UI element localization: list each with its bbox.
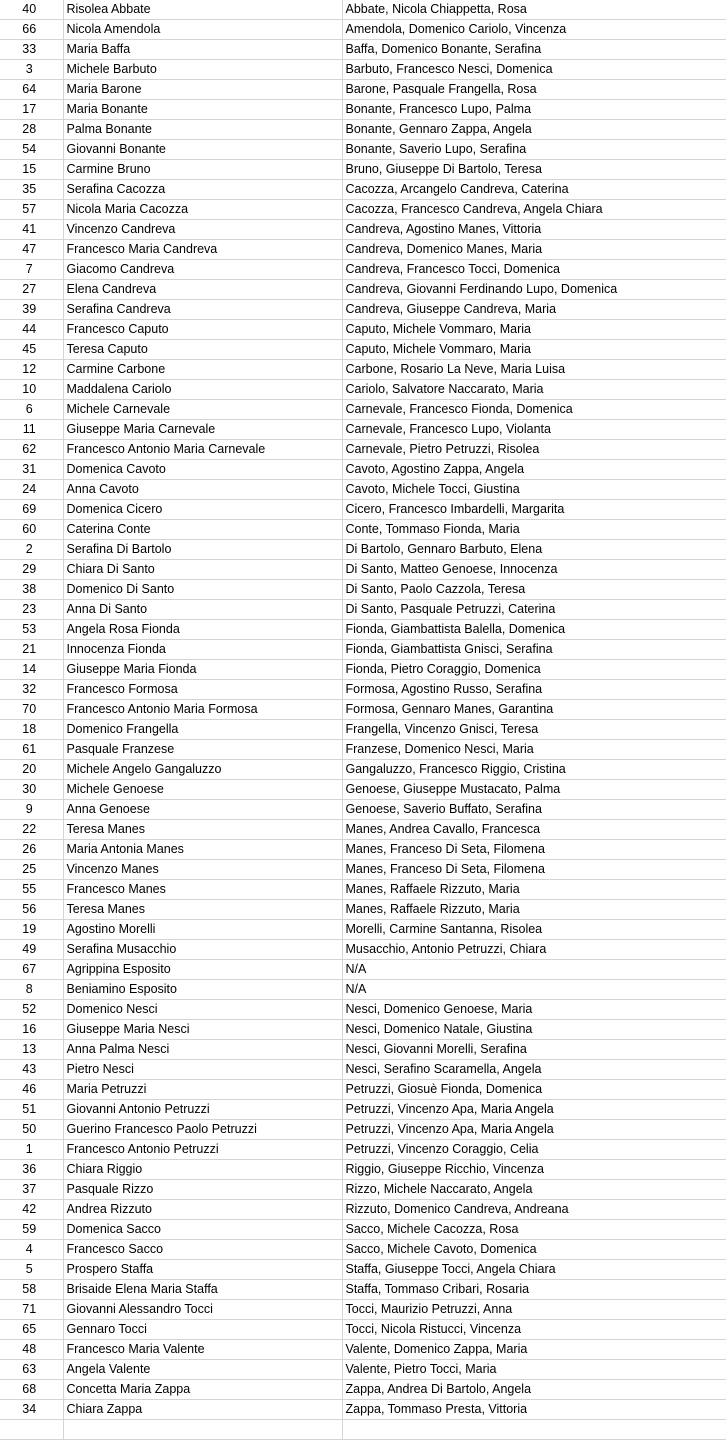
cell-id[interactable]: 61	[0, 740, 63, 760]
cell-name[interactable]: Gennaro Tocci	[63, 1320, 342, 1340]
cell-name[interactable]: Francesco Maria Candreva	[63, 240, 342, 260]
cell-parents[interactable]: Frangella, Vincenzo Gnisci, Teresa	[342, 720, 726, 740]
cell-name[interactable]: Maria Antonia Manes	[63, 840, 342, 860]
table-row	[0, 780, 726, 800]
cell-name[interactable]: Pietro Nesci	[63, 1060, 342, 1080]
cell-parents[interactable]	[342, 1420, 726, 1440]
table-row	[0, 600, 726, 620]
cell-id[interactable]: 71	[0, 1300, 63, 1320]
cell-parents[interactable]: Formosa, Gennaro Manes, Garantina	[342, 700, 726, 720]
cell-parents[interactable]: N/A	[342, 980, 726, 1000]
cell-id[interactable]: 22	[0, 820, 63, 840]
cell-name[interactable]: Prospero Staffa	[63, 1260, 342, 1280]
cell-name[interactable]: Carmine Carbone	[63, 360, 342, 380]
cell-parents[interactable]: Manes, Franceso Di Seta, Filomena	[342, 840, 726, 860]
table-row	[0, 1240, 726, 1260]
table-row	[0, 1080, 726, 1100]
cell-id[interactable]: 11	[0, 420, 63, 440]
table-row	[0, 820, 726, 840]
table-row	[0, 1020, 726, 1040]
cell-id[interactable]: 36	[0, 1160, 63, 1180]
cell-name[interactable]: Giovanni Antonio Petruzzi	[63, 1100, 342, 1120]
cell-name[interactable]: Anna Palma Nesci	[63, 1040, 342, 1060]
table-row	[0, 500, 726, 520]
cell-id[interactable]: 57	[0, 200, 63, 220]
cell-name[interactable]: Francesco Maria Valente	[63, 1340, 342, 1360]
table-row	[0, 660, 726, 680]
cell-name[interactable]: Innocenza Fionda	[63, 640, 342, 660]
cell-parents[interactable]: Genoese, Saverio Buffato, Serafina	[342, 800, 726, 820]
table-row	[0, 1400, 726, 1420]
cell-parents[interactable]: Caputo, Michele Vommaro, Maria	[342, 340, 726, 360]
cell-id[interactable]: 5	[0, 1260, 63, 1280]
cell-id[interactable]: 64	[0, 80, 63, 100]
cell-parents[interactable]: Di Bartolo, Gennaro Barbuto, Elena	[342, 540, 726, 560]
cell-name[interactable]: Domenica Cavoto	[63, 460, 342, 480]
cell-id[interactable]: 25	[0, 860, 63, 880]
cell-name[interactable]: Anna Cavoto	[63, 480, 342, 500]
cell-parents[interactable]: Sacco, Michele Cavoto, Domenica	[342, 1240, 726, 1260]
cell-id[interactable]: 24	[0, 480, 63, 500]
cell-name[interactable]: Francesco Caputo	[63, 320, 342, 340]
cell-name[interactable]: Vincenzo Manes	[63, 860, 342, 880]
table-row	[0, 580, 726, 600]
cell-id[interactable]: 8	[0, 980, 63, 1000]
cell-id[interactable]: 48	[0, 1340, 63, 1360]
cell-parents[interactable]: Staffa, Giuseppe Tocci, Angela Chiara	[342, 1260, 726, 1280]
cell-parents[interactable]: Petruzzi, Vincenzo Apa, Maria Angela	[342, 1120, 726, 1140]
cell-name[interactable]: Serafina Cacozza	[63, 180, 342, 200]
cell-parents[interactable]: Carnevale, Francesco Fionda, Domenica	[342, 400, 726, 420]
cell-id[interactable]: 63	[0, 1360, 63, 1380]
cell-name[interactable]: Agostino Morelli	[63, 920, 342, 940]
table-row	[0, 320, 726, 340]
cell-name[interactable]: Teresa Manes	[63, 900, 342, 920]
cell-parents[interactable]: Nesci, Giovanni Morelli, Serafina	[342, 1040, 726, 1060]
cell-id[interactable]: 6	[0, 400, 63, 420]
table-row	[0, 880, 726, 900]
cell-name[interactable]: Maria Barone	[63, 80, 342, 100]
table-row	[0, 20, 726, 40]
cell-parents[interactable]: Di Santo, Matteo Genoese, Innocenza	[342, 560, 726, 580]
cell-parents[interactable]: Di Santo, Paolo Cazzola, Teresa	[342, 580, 726, 600]
cell-name[interactable]: Teresa Manes	[63, 820, 342, 840]
cell-name[interactable]: Angela Valente	[63, 1360, 342, 1380]
table-row	[0, 1100, 726, 1120]
cell-name[interactable]: Pasquale Franzese	[63, 740, 342, 760]
cell-parents[interactable]: Bonante, Gennaro Zappa, Angela	[342, 120, 726, 140]
cell-parents[interactable]: Fionda, Giambattista Balella, Domenica	[342, 620, 726, 640]
cell-parents[interactable]: Gangaluzzo, Francesco Riggio, Cristina	[342, 760, 726, 780]
table-row	[0, 700, 726, 720]
cell-name[interactable]: Caterina Conte	[63, 520, 342, 540]
cell-name[interactable]: Brisaide Elena Maria Staffa	[63, 1280, 342, 1300]
table-row	[0, 1120, 726, 1140]
cell-id[interactable]: 52	[0, 1000, 63, 1020]
cell-id[interactable]: 14	[0, 660, 63, 680]
cell-name[interactable]: Domenico Di Santo	[63, 580, 342, 600]
cell-name[interactable]: Serafina Candreva	[63, 300, 342, 320]
table-row	[0, 620, 726, 640]
cell-parents[interactable]: Candreva, Agostino Manes, Vittoria	[342, 220, 726, 240]
table-row	[0, 160, 726, 180]
cell-id[interactable]: 44	[0, 320, 63, 340]
cell-id[interactable]: 15	[0, 160, 63, 180]
cell-name[interactable]: Teresa Caputo	[63, 340, 342, 360]
cell-name[interactable]: Maddalena Cariolo	[63, 380, 342, 400]
table-row	[0, 940, 726, 960]
cell-name[interactable]: Anna Di Santo	[63, 600, 342, 620]
cell-parents[interactable]: Carnevale, Pietro Petruzzi, Risolea	[342, 440, 726, 460]
cell-name[interactable]: Michele Angelo Gangaluzzo	[63, 760, 342, 780]
cell-parents[interactable]: Valente, Domenico Zappa, Maria	[342, 1340, 726, 1360]
cell-parents[interactable]: Baffa, Domenico Bonante, Serafina	[342, 40, 726, 60]
cell-name[interactable]: Giovanni Bonante	[63, 140, 342, 160]
cell-name[interactable]: Michele Barbuto	[63, 60, 342, 80]
cell-parents[interactable]: Fionda, Giambattista Gnisci, Serafina	[342, 640, 726, 660]
cell-id[interactable]: 28	[0, 120, 63, 140]
table-row	[0, 60, 726, 80]
cell-name[interactable]: Pasquale Rizzo	[63, 1180, 342, 1200]
cell-parents[interactable]: Rizzuto, Domenico Candreva, Andreana	[342, 1200, 726, 1220]
table-row	[0, 1320, 726, 1340]
cell-id[interactable]: 47	[0, 240, 63, 260]
cell-name[interactable]: Nicola Maria Cacozza	[63, 200, 342, 220]
cell-name[interactable]: Concetta Maria Zappa	[63, 1380, 342, 1400]
table-row	[0, 560, 726, 580]
table-row	[0, 740, 726, 760]
cell-id[interactable]: 62	[0, 440, 63, 460]
cell-parents[interactable]: Franzese, Domenico Nesci, Maria	[342, 740, 726, 760]
cell-id[interactable]: 4	[0, 1240, 63, 1260]
cell-name[interactable]: Francesco Antonio Maria Formosa	[63, 700, 342, 720]
table-row	[0, 1060, 726, 1080]
cell-parents[interactable]: Petruzzi, Vincenzo Coraggio, Celia	[342, 1140, 726, 1160]
cell-parents[interactable]: Nesci, Serafino Scaramella, Angela	[342, 1060, 726, 1080]
table-row	[0, 0, 726, 20]
table-row	[0, 800, 726, 820]
cell-name[interactable]: Giuseppe Maria Carnevale	[63, 420, 342, 440]
cell-name[interactable]: Vincenzo Candreva	[63, 220, 342, 240]
cell-parents[interactable]: Manes, Andrea Cavallo, Francesca	[342, 820, 726, 840]
cell-parents[interactable]: Nesci, Domenico Natale, Giustina	[342, 1020, 726, 1040]
table-row	[0, 440, 726, 460]
cell-id[interactable]: 34	[0, 1400, 63, 1420]
cell-parents[interactable]: Manes, Raffaele Rizzuto, Maria	[342, 900, 726, 920]
cell-name[interactable]: Guerino Francesco Paolo Petruzzi	[63, 1120, 342, 1140]
cell-id[interactable]: 30	[0, 780, 63, 800]
cell-name[interactable]: Nicola Amendola	[63, 20, 342, 40]
cell-parents[interactable]: Zappa, Andrea Di Bartolo, Angela	[342, 1380, 726, 1400]
cell-parents[interactable]: Candreva, Giovanni Ferdinando Lupo, Domenica	[342, 280, 726, 300]
cell-parents[interactable]: Candreva, Francesco Tocci, Domenica	[342, 260, 726, 280]
cell-id[interactable]: 20	[0, 760, 63, 780]
cell-name[interactable]: Giacomo Candreva	[63, 260, 342, 280]
table-row	[0, 1140, 726, 1160]
cell-parents[interactable]: Valente, Pietro Tocci, Maria	[342, 1360, 726, 1380]
table-row	[0, 300, 726, 320]
table-row	[0, 1000, 726, 1020]
cell-id[interactable]: 46	[0, 1080, 63, 1100]
cell-id[interactable]: 56	[0, 900, 63, 920]
table-row	[0, 400, 726, 420]
cell-parents[interactable]: Cavoto, Michele Tocci, Giustina	[342, 480, 726, 500]
cell-id[interactable]: 53	[0, 620, 63, 640]
cell-name[interactable]: Serafina Musacchio	[63, 940, 342, 960]
cell-id[interactable]: 21	[0, 640, 63, 660]
cell-parents[interactable]: Riggio, Giuseppe Ricchio, Vincenza	[342, 1160, 726, 1180]
table-row	[0, 460, 726, 480]
cell-parents[interactable]: N/A	[342, 960, 726, 980]
cell-name[interactable]: Maria Bonante	[63, 100, 342, 120]
table-row	[0, 920, 726, 940]
cell-parents[interactable]: Barone, Pasquale Frangella, Rosa	[342, 80, 726, 100]
cell-parents[interactable]: Caputo, Michele Vommaro, Maria	[342, 320, 726, 340]
table-row	[0, 200, 726, 220]
table-row	[0, 180, 726, 200]
cell-parents[interactable]: Candreva, Giuseppe Candreva, Maria	[342, 300, 726, 320]
cell-id[interactable]: 35	[0, 180, 63, 200]
cell-id[interactable]: 51	[0, 1100, 63, 1120]
cell-id[interactable]: 60	[0, 520, 63, 540]
cell-parents[interactable]: Petruzzi, Giosuè Fionda, Domenica	[342, 1080, 726, 1100]
cell-parents[interactable]: Conte, Tommaso Fionda, Maria	[342, 520, 726, 540]
cell-name[interactable]: Palma Bonante	[63, 120, 342, 140]
table-row	[0, 640, 726, 660]
cell-id[interactable]: 55	[0, 880, 63, 900]
cell-name[interactable]: Anna Genoese	[63, 800, 342, 820]
cell-name[interactable]: Elena Candreva	[63, 280, 342, 300]
cell-id[interactable]: 2	[0, 540, 63, 560]
cell-parents[interactable]: Barbuto, Francesco Nesci, Domenica	[342, 60, 726, 80]
cell-parents[interactable]: Candreva, Domenico Manes, Maria	[342, 240, 726, 260]
table-row	[0, 900, 726, 920]
cell-id[interactable]: 69	[0, 500, 63, 520]
cell-name[interactable]: Serafina Di Bartolo	[63, 540, 342, 560]
cell-parents[interactable]: Morelli, Carmine Santanna, Risolea	[342, 920, 726, 940]
cell-name[interactable]: Domenica Sacco	[63, 1220, 342, 1240]
cell-name[interactable]: Domenico Nesci	[63, 1000, 342, 1020]
table-row	[0, 1040, 726, 1060]
cell-name[interactable]: Francesco Manes	[63, 880, 342, 900]
cell-parents[interactable]: Cicero, Francesco Imbardelli, Margarita	[342, 500, 726, 520]
table-row	[0, 1300, 726, 1320]
table-row	[0, 80, 726, 100]
cell-name[interactable]: Michele Genoese	[63, 780, 342, 800]
cell-parents[interactable]: Bonante, Saverio Lupo, Serafina	[342, 140, 726, 160]
table-row	[0, 480, 726, 500]
table-row	[0, 1420, 726, 1440]
cell-parents[interactable]: Fionda, Pietro Coraggio, Domenica	[342, 660, 726, 680]
cell-parents[interactable]: Zappa, Tommaso Presta, Vittoria	[342, 1400, 726, 1420]
cell-id[interactable]: 70	[0, 700, 63, 720]
cell-parents[interactable]: Carnevale, Francesco Lupo, Violanta	[342, 420, 726, 440]
table-row	[0, 540, 726, 560]
cell-name[interactable]: Domenica Cicero	[63, 500, 342, 520]
cell-name[interactable]: Chiara Zappa	[63, 1400, 342, 1420]
cell-parents[interactable]: Sacco, Michele Cacozza, Rosa	[342, 1220, 726, 1240]
cell-id[interactable]: 41	[0, 220, 63, 240]
table-row	[0, 280, 726, 300]
table-row	[0, 240, 726, 260]
cell-parents[interactable]: Formosa, Agostino Russo, Serafina	[342, 680, 726, 700]
table-row	[0, 840, 726, 860]
cell-id[interactable]: 38	[0, 580, 63, 600]
table-row	[0, 220, 726, 240]
cell-parents[interactable]: Manes, Franceso Di Seta, Filomena	[342, 860, 726, 880]
cell-parents[interactable]: Musacchio, Antonio Petruzzi, Chiara	[342, 940, 726, 960]
cell-parents[interactable]: Di Santo, Pasquale Petruzzi, Caterina	[342, 600, 726, 620]
cell-name[interactable]: Carmine Bruno	[63, 160, 342, 180]
table-row	[0, 1220, 726, 1240]
cell-parents[interactable]: Abbate, Nicola Chiappetta, Rosa	[342, 0, 726, 20]
cell-parents[interactable]: Manes, Raffaele Rizzuto, Maria	[342, 880, 726, 900]
cell-name[interactable]: Chiara Di Santo	[63, 560, 342, 580]
cell-parents[interactable]: Tocci, Maurizio Petruzzi, Anna	[342, 1300, 726, 1320]
cell-id[interactable]: 65	[0, 1320, 63, 1340]
cell-parents[interactable]: Petruzzi, Vincenzo Apa, Maria Angela	[342, 1100, 726, 1120]
cell-id[interactable]: 16	[0, 1020, 63, 1040]
table-row	[0, 1160, 726, 1180]
cell-id[interactable]: 9	[0, 800, 63, 820]
cell-id[interactable]: 68	[0, 1380, 63, 1400]
cell-name[interactable]: Risolea Abbate	[63, 0, 342, 20]
table-row	[0, 340, 726, 360]
cell-name[interactable]: Agrippina Esposito	[63, 960, 342, 980]
cell-name[interactable]: Michele Carnevale	[63, 400, 342, 420]
cell-name[interactable]: Chiara Riggio	[63, 1160, 342, 1180]
cell-parents[interactable]: Cavoto, Agostino Zappa, Angela	[342, 460, 726, 480]
cell-id[interactable]: 58	[0, 1280, 63, 1300]
cell-name[interactable]: Francesco Antonio Petruzzi	[63, 1140, 342, 1160]
table-row	[0, 40, 726, 60]
cell-id[interactable]: 40	[0, 0, 63, 20]
table-row	[0, 140, 726, 160]
cell-name[interactable]: Maria Baffa	[63, 40, 342, 60]
cell-name[interactable]: Giuseppe Maria Fionda	[63, 660, 342, 680]
cell-id[interactable]: 54	[0, 140, 63, 160]
cell-id[interactable]: 42	[0, 1200, 63, 1220]
table-row	[0, 760, 726, 780]
table-row	[0, 120, 726, 140]
table-row	[0, 1280, 726, 1300]
cell-name[interactable]: Francesco Sacco	[63, 1240, 342, 1260]
table-row	[0, 1380, 726, 1400]
cell-id[interactable]: 67	[0, 960, 63, 980]
table-row	[0, 1340, 726, 1360]
table-row	[0, 1200, 726, 1220]
cell-parents[interactable]: Bonante, Francesco Lupo, Palma	[342, 100, 726, 120]
table-row	[0, 980, 726, 1000]
cell-name[interactable]: Giuseppe Maria Nesci	[63, 1020, 342, 1040]
cell-parents[interactable]: Genoese, Giuseppe Mustacato, Palma	[342, 780, 726, 800]
cell-id[interactable]: 27	[0, 280, 63, 300]
table-row	[0, 860, 726, 880]
cell-id[interactable]: 23	[0, 600, 63, 620]
cell-id[interactable]: 32	[0, 680, 63, 700]
cell-name[interactable]: Domenico Frangella	[63, 720, 342, 740]
table-row	[0, 100, 726, 120]
cell-id[interactable]: 50	[0, 1120, 63, 1140]
table-row	[0, 360, 726, 380]
cell-parents[interactable]: Carbone, Rosario La Neve, Maria Luisa	[342, 360, 726, 380]
cell-name[interactable]: Francesco Formosa	[63, 680, 342, 700]
cell-id[interactable]: 17	[0, 100, 63, 120]
cell-parents[interactable]: Cacozza, Arcangelo Candreva, Caterina	[342, 180, 726, 200]
table-row	[0, 680, 726, 700]
cell-parents[interactable]: Staffa, Tommaso Cribari, Rosaria	[342, 1280, 726, 1300]
cell-id[interactable]: 37	[0, 1180, 63, 1200]
cell-name[interactable]: Andrea Rizzuto	[63, 1200, 342, 1220]
cell-parents[interactable]: Amendola, Domenico Cariolo, Vincenza	[342, 20, 726, 40]
cell-name[interactable]: Francesco Antonio Maria Carnevale	[63, 440, 342, 460]
cell-id[interactable]: 43	[0, 1060, 63, 1080]
cell-parents[interactable]: Cariolo, Salvatore Naccarato, Maria	[342, 380, 726, 400]
cell-name[interactable]: Giovanni Alessandro Tocci	[63, 1300, 342, 1320]
cell-parents[interactable]: Tocci, Nicola Ristucci, Vincenza	[342, 1320, 726, 1340]
cell-id[interactable]: 18	[0, 720, 63, 740]
cell-id[interactable]: 33	[0, 40, 63, 60]
table-row	[0, 380, 726, 400]
table-row	[0, 1260, 726, 1280]
cell-parents[interactable]: Cacozza, Francesco Candreva, Angela Chiara	[342, 200, 726, 220]
cell-id[interactable]: 12	[0, 360, 63, 380]
table-row	[0, 720, 726, 740]
cell-parents[interactable]: Bruno, Giuseppe Di Bartolo, Teresa	[342, 160, 726, 180]
cell-name[interactable]: Maria Petruzzi	[63, 1080, 342, 1100]
cell-id[interactable]: 31	[0, 460, 63, 480]
cell-parents[interactable]: Rizzo, Michele Naccarato, Angela	[342, 1180, 726, 1200]
cell-id[interactable]: 3	[0, 60, 63, 80]
cell-id[interactable]: 45	[0, 340, 63, 360]
cell-id[interactable]: 29	[0, 560, 63, 580]
cell-id[interactable]: 26	[0, 840, 63, 860]
table-row	[0, 1180, 726, 1200]
cell-id[interactable]: 10	[0, 380, 63, 400]
cell-id[interactable]: 66	[0, 20, 63, 40]
cell-id[interactable]: 59	[0, 1220, 63, 1240]
table-row	[0, 1360, 726, 1380]
cell-id[interactable]	[0, 1420, 63, 1440]
cell-id[interactable]: 39	[0, 300, 63, 320]
cell-id[interactable]: 1	[0, 1140, 63, 1160]
cell-id[interactable]: 7	[0, 260, 63, 280]
cell-name[interactable]	[63, 1420, 342, 1440]
cell-name[interactable]: Angela Rosa Fionda	[63, 620, 342, 640]
table-row	[0, 260, 726, 280]
cell-id[interactable]: 19	[0, 920, 63, 940]
cell-name[interactable]: Beniamino Esposito	[63, 980, 342, 1000]
table-row	[0, 420, 726, 440]
cell-id[interactable]: 13	[0, 1040, 63, 1060]
table-row	[0, 960, 726, 980]
cell-parents[interactable]: Nesci, Domenico Genoese, Maria	[342, 1000, 726, 1020]
table-row	[0, 520, 726, 540]
cell-id[interactable]: 49	[0, 940, 63, 960]
